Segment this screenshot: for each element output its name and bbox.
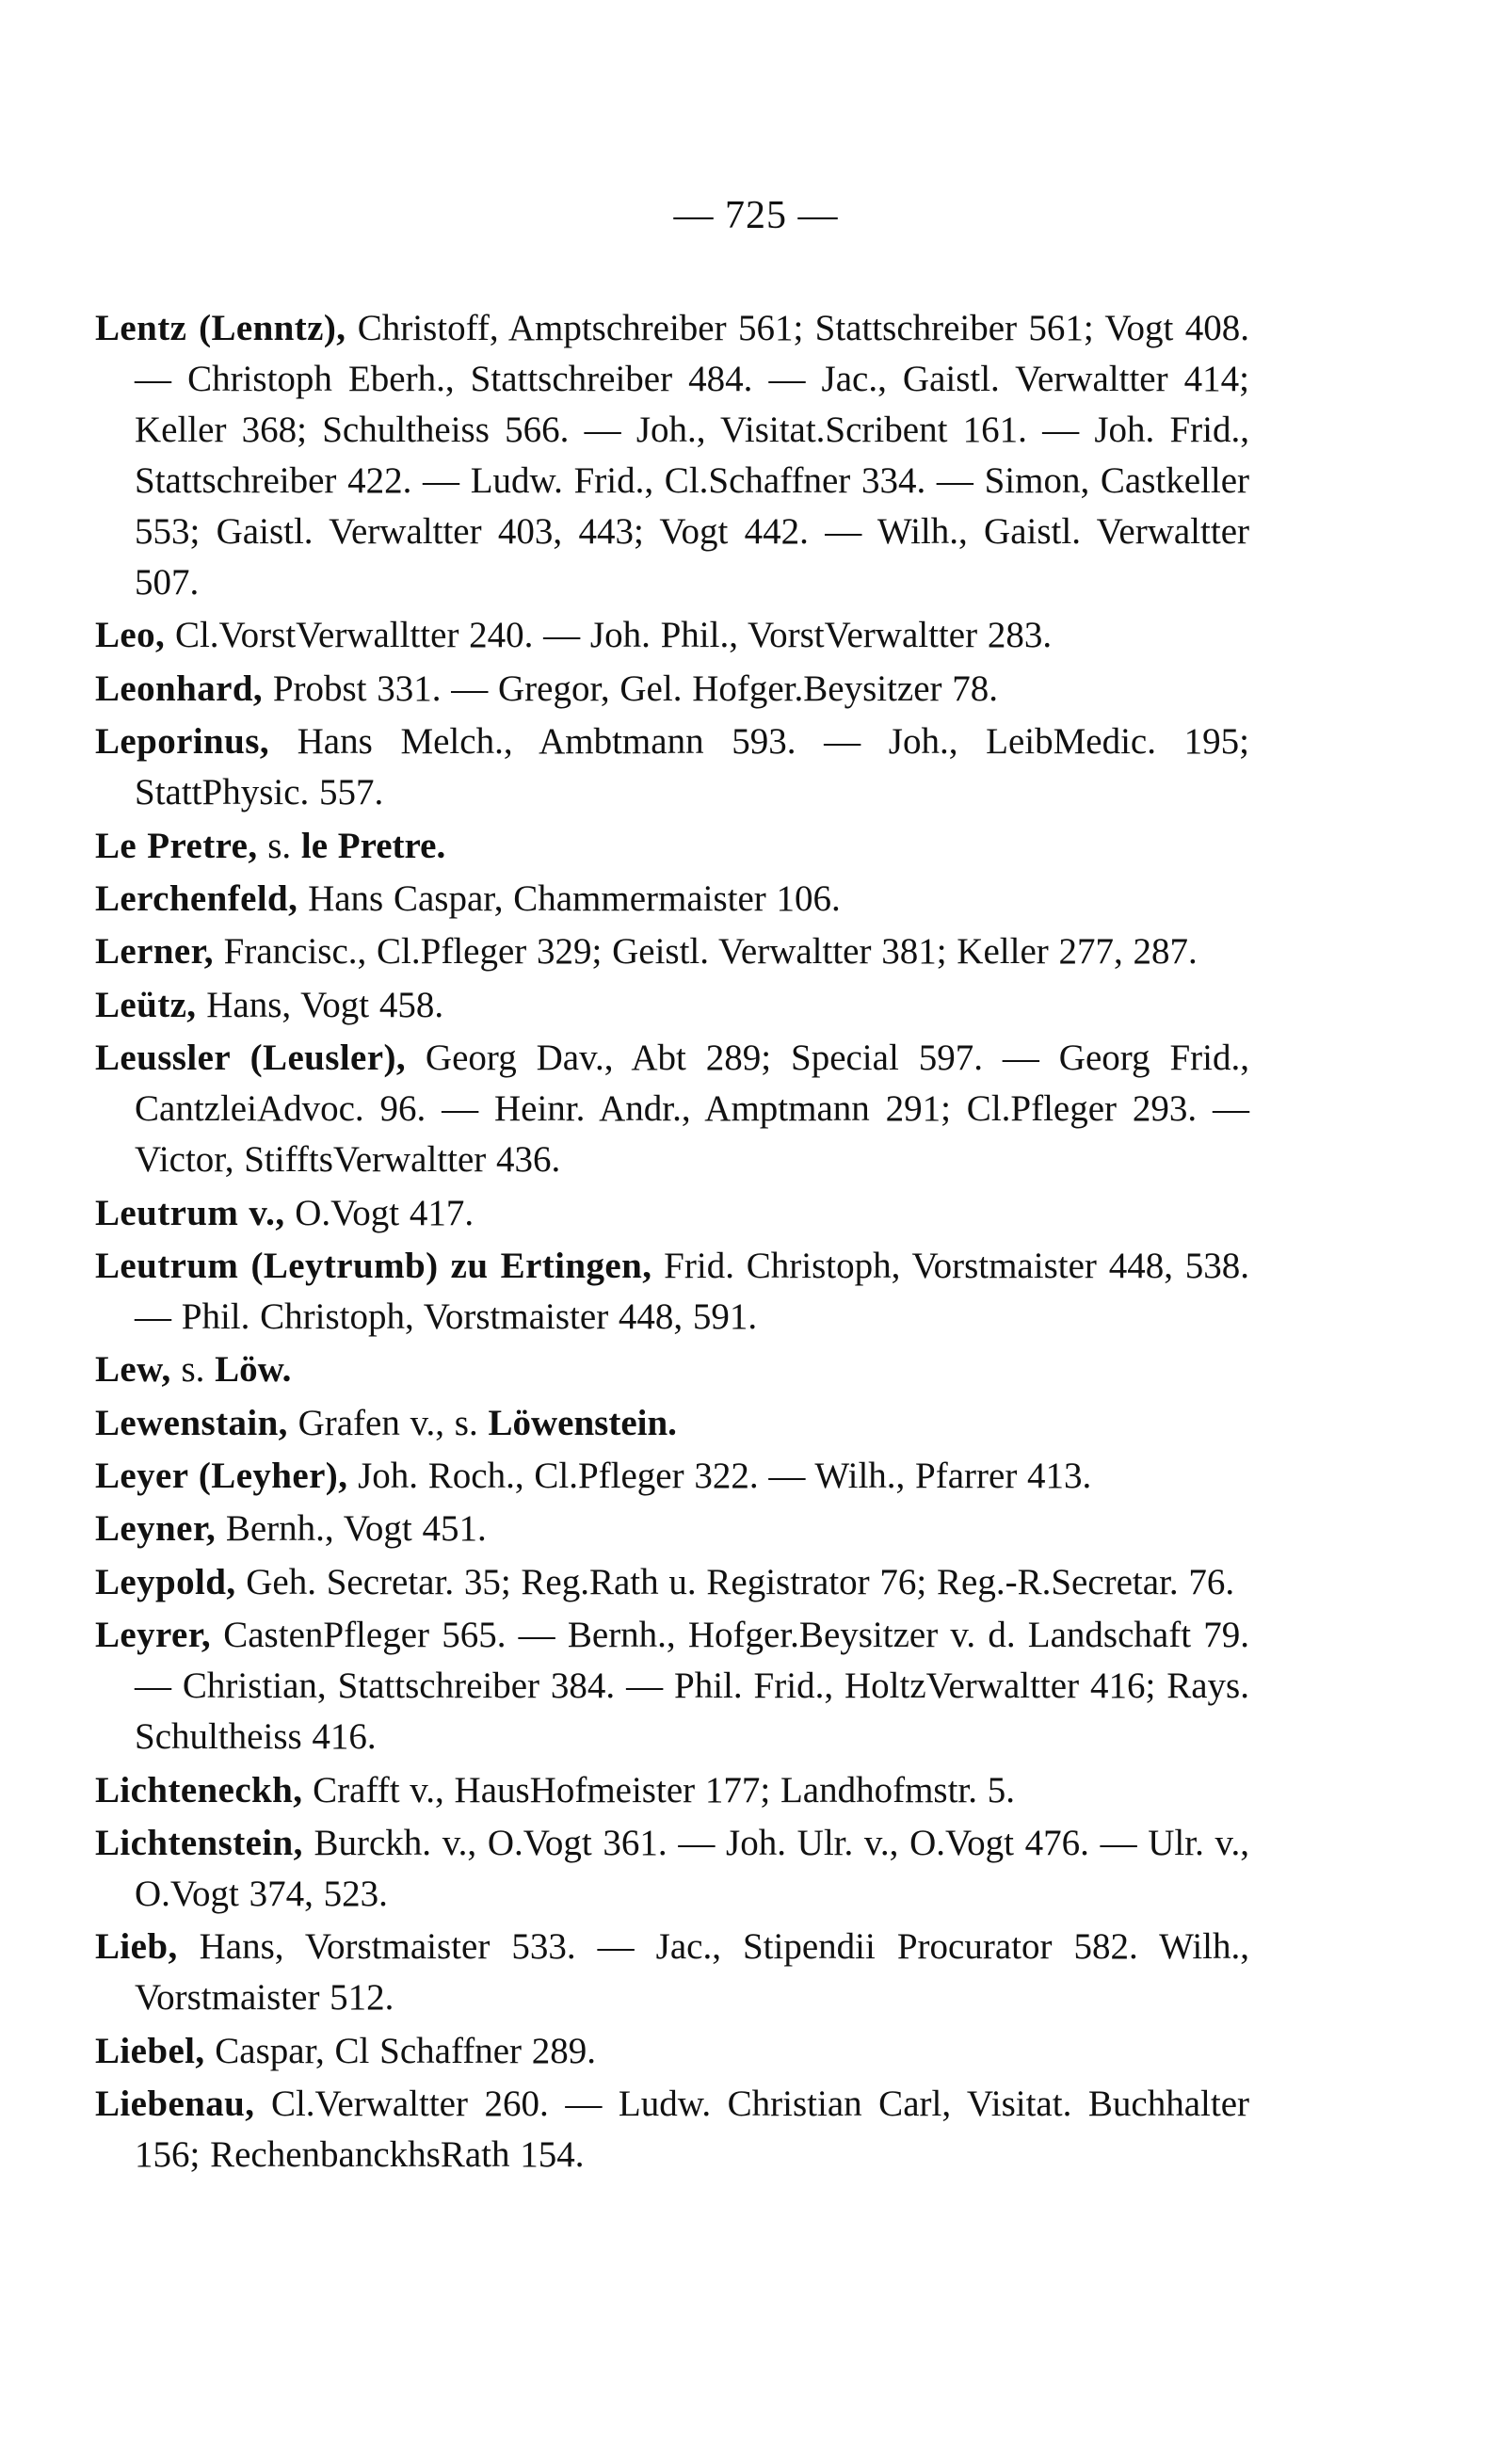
- entry-name: Leutrum v.,: [95, 1192, 285, 1233]
- entry-name: Lew,: [95, 1349, 171, 1391]
- entry-text: s.: [170, 1349, 216, 1391]
- entry-text: Francisc., Cl.Pfleger 329; Geistl. Verwaltter 381; Keller 277, 287.: [213, 931, 1198, 973]
- entry-text: Frid. Christoph, Vorstmaister 448, 538. — Phil. Christoph, Vorstmaister 448, 591.: [135, 1245, 1250, 1337]
- entry-text: Christoff, Amptschreiber 561; Stattschreiber 561; Vogt 408. — Christoph Eberh., Stattschreiber 484. — Jac., Gaistl. Verwaltter 414; Keller 368; Schultheiss 566. — Joh., Visitat.Scribent 161. — Joh. Frid., Stattschreiber 422. — Ludw. Frid., Cl.Schaffner 334. — Simon, Castkeller 553; Gaistl. Verwaltter 403, 443; Vogt 442. — Wilh., Gaistl. Verwaltter 507.: [135, 308, 1249, 603]
- register-entry: [95, 610, 1249, 661]
- entry-name: Lichtenstein,: [95, 1823, 303, 1864]
- entry-name: Leutrum (Leytrumb) zu Ertingen,: [95, 1245, 652, 1286]
- entry-name: Leyer (Leyher),: [95, 1456, 348, 1497]
- register-entry: [95, 1557, 1249, 1608]
- register-entry: [95, 716, 1249, 818]
- register-entries: [95, 303, 1249, 2183]
- entry-name: Lichteneckh,: [95, 1769, 303, 1810]
- entry-text: s.: [257, 825, 301, 866]
- entry-text: Crafft v., HausHofmeister 177; Landhofmstr. 5.: [302, 1769, 1016, 1810]
- entry-text: Hans, Vogt 458.: [196, 984, 444, 1025]
- entry-name: Leypold,: [95, 1561, 236, 1602]
- cross-reference: Löwenstein.: [488, 1402, 677, 1443]
- entry-text: Georg Dav., Abt 289; Special 597. — Georg Frid., CantzleiAdvoc. 96. — Heinr. Andr., Amptmann 291; Cl.Pfleger 293. — Victor, StifftsVerwaltter 436.: [135, 1038, 1249, 1181]
- register-entry: [95, 1922, 1249, 2023]
- register-entry: [95, 1398, 1249, 1449]
- register-entry: [95, 1344, 1249, 1395]
- register-entry: [95, 1765, 1249, 1816]
- entry-name: Leyrer,: [95, 1615, 212, 1656]
- register-entry: [95, 1188, 1249, 1239]
- register-entry: [95, 1818, 1249, 1920]
- entry-text: Bernh., Vogt 451.: [216, 1508, 487, 1550]
- entry-name: Lentz (Lenntz),: [95, 308, 346, 348]
- entry-name: Lewenstain,: [95, 1402, 288, 1443]
- entry-name: Leyner,: [95, 1508, 217, 1550]
- register-entry: [95, 2026, 1249, 2077]
- register-entry: [95, 821, 1249, 872]
- entry-text: Geh. Secretar. 35; Reg.Rath u. Registrator 76; Reg.-R.Secretar. 76.: [235, 1561, 1235, 1602]
- entry-text: Hans Melch., Ambtmann 593. — Joh., LeibMedic. 195; StattPhysic. 557.: [135, 721, 1249, 813]
- page-number: — 725 —: [673, 194, 839, 237]
- register-entry: [95, 303, 1249, 608]
- entry-text: Caspar, Cl Schaffner 289.: [204, 2030, 597, 2071]
- entry-text: Burckh. v., O.Vogt 361. — Joh. Ulr. v., O.Vogt 476. — Ulr. v., O.Vogt 374, 523.: [135, 1823, 1249, 1915]
- entry-name: Lerner,: [95, 931, 214, 973]
- register-entry: [95, 664, 1249, 715]
- register-entry: [95, 2079, 1249, 2180]
- register-entry: [95, 1504, 1249, 1554]
- entry-name: Liebenau,: [95, 2084, 255, 2125]
- entry-name: Leonhard,: [95, 668, 264, 709]
- register-entry: [95, 926, 1249, 977]
- entry-text: Grafen v., s.: [287, 1402, 489, 1443]
- register-entry: [95, 1033, 1249, 1185]
- register-entry: [95, 1451, 1249, 1502]
- entry-text: Cl.Verwaltter 260. — Ludw. Christian Carl, Visitat. Buchhalter 156; RechenbanckhsRath 154.: [135, 2084, 1249, 2176]
- entry-text: Hans, Vorstmaister 533. — Jac., Stipendii Procurator 582. Wilh., Vorstmaister 512.: [135, 1926, 1249, 2019]
- entry-text: O.Vogt 417.: [284, 1192, 475, 1233]
- entry-name: Lerchenfeld,: [95, 877, 298, 919]
- entry-text: Hans Caspar, Chammermaister 106.: [298, 877, 841, 919]
- register-entry: [95, 1241, 1249, 1343]
- entry-name: Le Pretre,: [95, 825, 258, 866]
- register-entry: [95, 980, 1249, 1031]
- entry-name: Leo,: [95, 615, 166, 656]
- entry-text: Probst 331. — Gregor, Gel. Hofger.Beysitzer 78.: [263, 668, 999, 709]
- register-entry: [95, 1610, 1249, 1762]
- entry-name: Leütz,: [95, 984, 197, 1025]
- register-entry: [95, 874, 1249, 925]
- entry-text: CastenPfleger 565. — Bernh., Hofger.Beysitzer v. d. Landschaft 79. — Christian, Stattschreiber 384. — Phil. Frid., HoltzVerwaltter 416; Rays. Schultheiss 416.: [135, 1615, 1249, 1758]
- entry-name: Lieb,: [95, 1926, 178, 1968]
- cross-reference: le Pretre.: [300, 825, 446, 866]
- entry-name: Leporinus,: [95, 721, 269, 763]
- entry-text: Joh. Roch., Cl.Pfleger 322. — Wilh., Pfarrer 413.: [347, 1456, 1092, 1497]
- entry-name: Liebel,: [95, 2030, 205, 2071]
- cross-reference: Löw.: [215, 1349, 292, 1391]
- entry-text: Cl.VorstVerwalltter 240. — Joh. Phil., VorstVerwaltter 283.: [165, 615, 1053, 656]
- entry-name: Leussler (Leusler),: [95, 1038, 407, 1079]
